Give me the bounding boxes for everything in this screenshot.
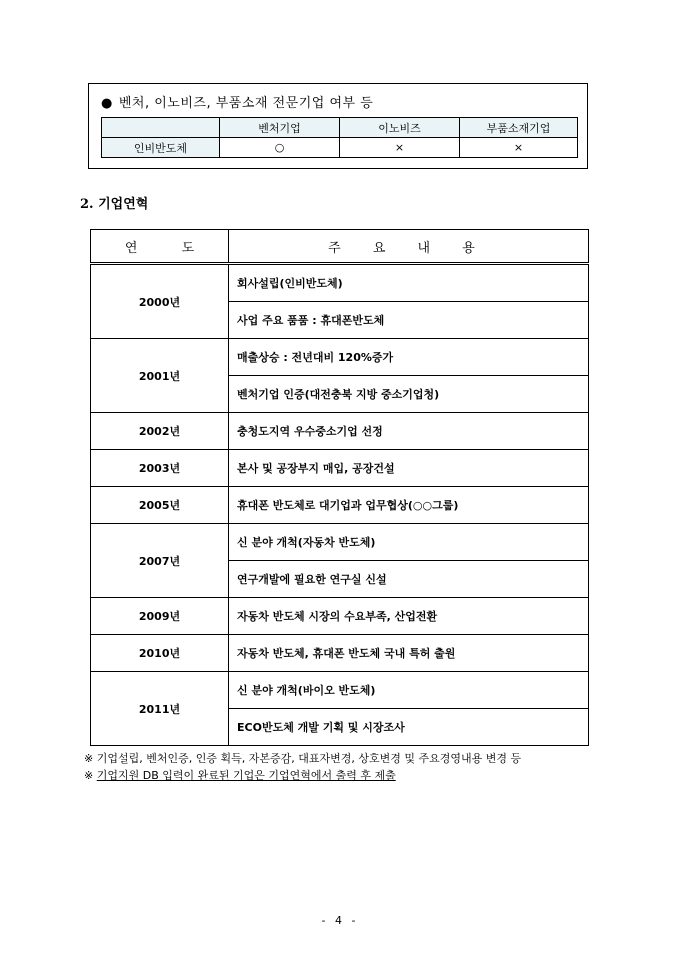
table-row xyxy=(91,450,589,487)
content-cell: 신 분야 개척(바이오 반도체) xyxy=(229,672,589,709)
innobiz-value-cell: × xyxy=(340,138,460,158)
year-cell: 2003년 xyxy=(91,450,229,487)
year-cell: 2002년 xyxy=(91,413,229,450)
header-cell-parts: 부품소재기업 xyxy=(460,118,578,138)
history-header-row xyxy=(91,230,589,264)
company-type-header-row xyxy=(102,118,578,138)
table-row xyxy=(91,635,589,672)
year-cell: 2009년 xyxy=(91,598,229,635)
table-row xyxy=(91,524,589,561)
page-number: - 4 - xyxy=(321,914,359,927)
content-cell: 충청도지역 우수중소기업 선정 xyxy=(229,413,589,450)
history-table xyxy=(90,229,589,746)
bullet-icon: ● xyxy=(101,96,113,111)
table-row xyxy=(91,264,589,302)
header-cell-empty xyxy=(102,118,220,138)
year-cell: 2011년 xyxy=(91,672,229,746)
content-cell: 자동차 반도체 시장의 수요부족, 산업전환 xyxy=(229,598,589,635)
company-type-row xyxy=(102,138,578,158)
section-title: 2. 기업연혁 xyxy=(80,197,149,212)
content-cell: 회사설립(인비반도체) xyxy=(229,264,589,302)
year-cell: 2005년 xyxy=(91,487,229,524)
content-cell: 벤처기업 인증(대전충북 지방 중소기업청) xyxy=(229,376,589,413)
note-line-1 xyxy=(84,750,521,767)
header-cell-venture: 벤처기업 xyxy=(220,118,340,138)
table-row xyxy=(91,598,589,635)
header-content: 주 요 내 용 xyxy=(229,230,589,264)
note-line-2 xyxy=(84,767,521,784)
note-mark: ※ xyxy=(84,752,94,765)
table-row xyxy=(91,413,589,450)
content-cell: 휴대폰 반도체로 대기업과 업무협상(○○그룹) xyxy=(229,487,589,524)
note-text-2: 기업지원 DB 입력이 완료된 기업은 기업연혁에서 출력 후 제출 xyxy=(96,769,396,782)
content-cell: 연구개발에 필요한 연구실 신설 xyxy=(229,561,589,598)
company-type-box xyxy=(88,83,588,169)
content-cell: 자동차 반도체, 휴대폰 반도체 국내 특허 출원 xyxy=(229,635,589,672)
table-row xyxy=(91,339,589,376)
year-cell: 2001년 xyxy=(91,339,229,413)
table-row xyxy=(91,487,589,524)
header-cell-innobiz: 이노비즈 xyxy=(340,118,460,138)
company-name-cell: 인비반도체 xyxy=(102,138,220,158)
parts-value-cell: × xyxy=(460,138,578,158)
year-cell: 2010년 xyxy=(91,635,229,672)
venture-value-cell: ○ xyxy=(220,138,340,158)
header-year: 연 도 xyxy=(91,230,229,264)
company-type-title-text: 벤처, 이노비즈, 부품소재 전문기업 여부 등 xyxy=(118,96,374,111)
content-cell: ECO반도체 개발 기획 및 시장조사 xyxy=(229,709,589,746)
year-cell: 2000년 xyxy=(91,264,229,339)
note-text-1: 기업설립, 벤처인증, 인증 획득, 자본증감, 대표자변경, 상호변경 및 주요경영내용 변경 등 xyxy=(96,752,522,765)
year-cell: 2007년 xyxy=(91,524,229,598)
company-type-title xyxy=(101,92,373,111)
content-cell: 신 분야 개척(자동차 반도체) xyxy=(229,524,589,561)
note-mark: ※ xyxy=(84,769,94,782)
company-type-table xyxy=(101,117,578,158)
notes xyxy=(84,750,521,784)
content-cell: 매출상승 : 전년대비 120%증가 xyxy=(229,339,589,376)
table-row xyxy=(91,672,589,709)
content-cell: 본사 및 공장부지 매입, 공장건설 xyxy=(229,450,589,487)
content-cell: 사업 주요 품품 : 휴대폰반도체 xyxy=(229,302,589,339)
